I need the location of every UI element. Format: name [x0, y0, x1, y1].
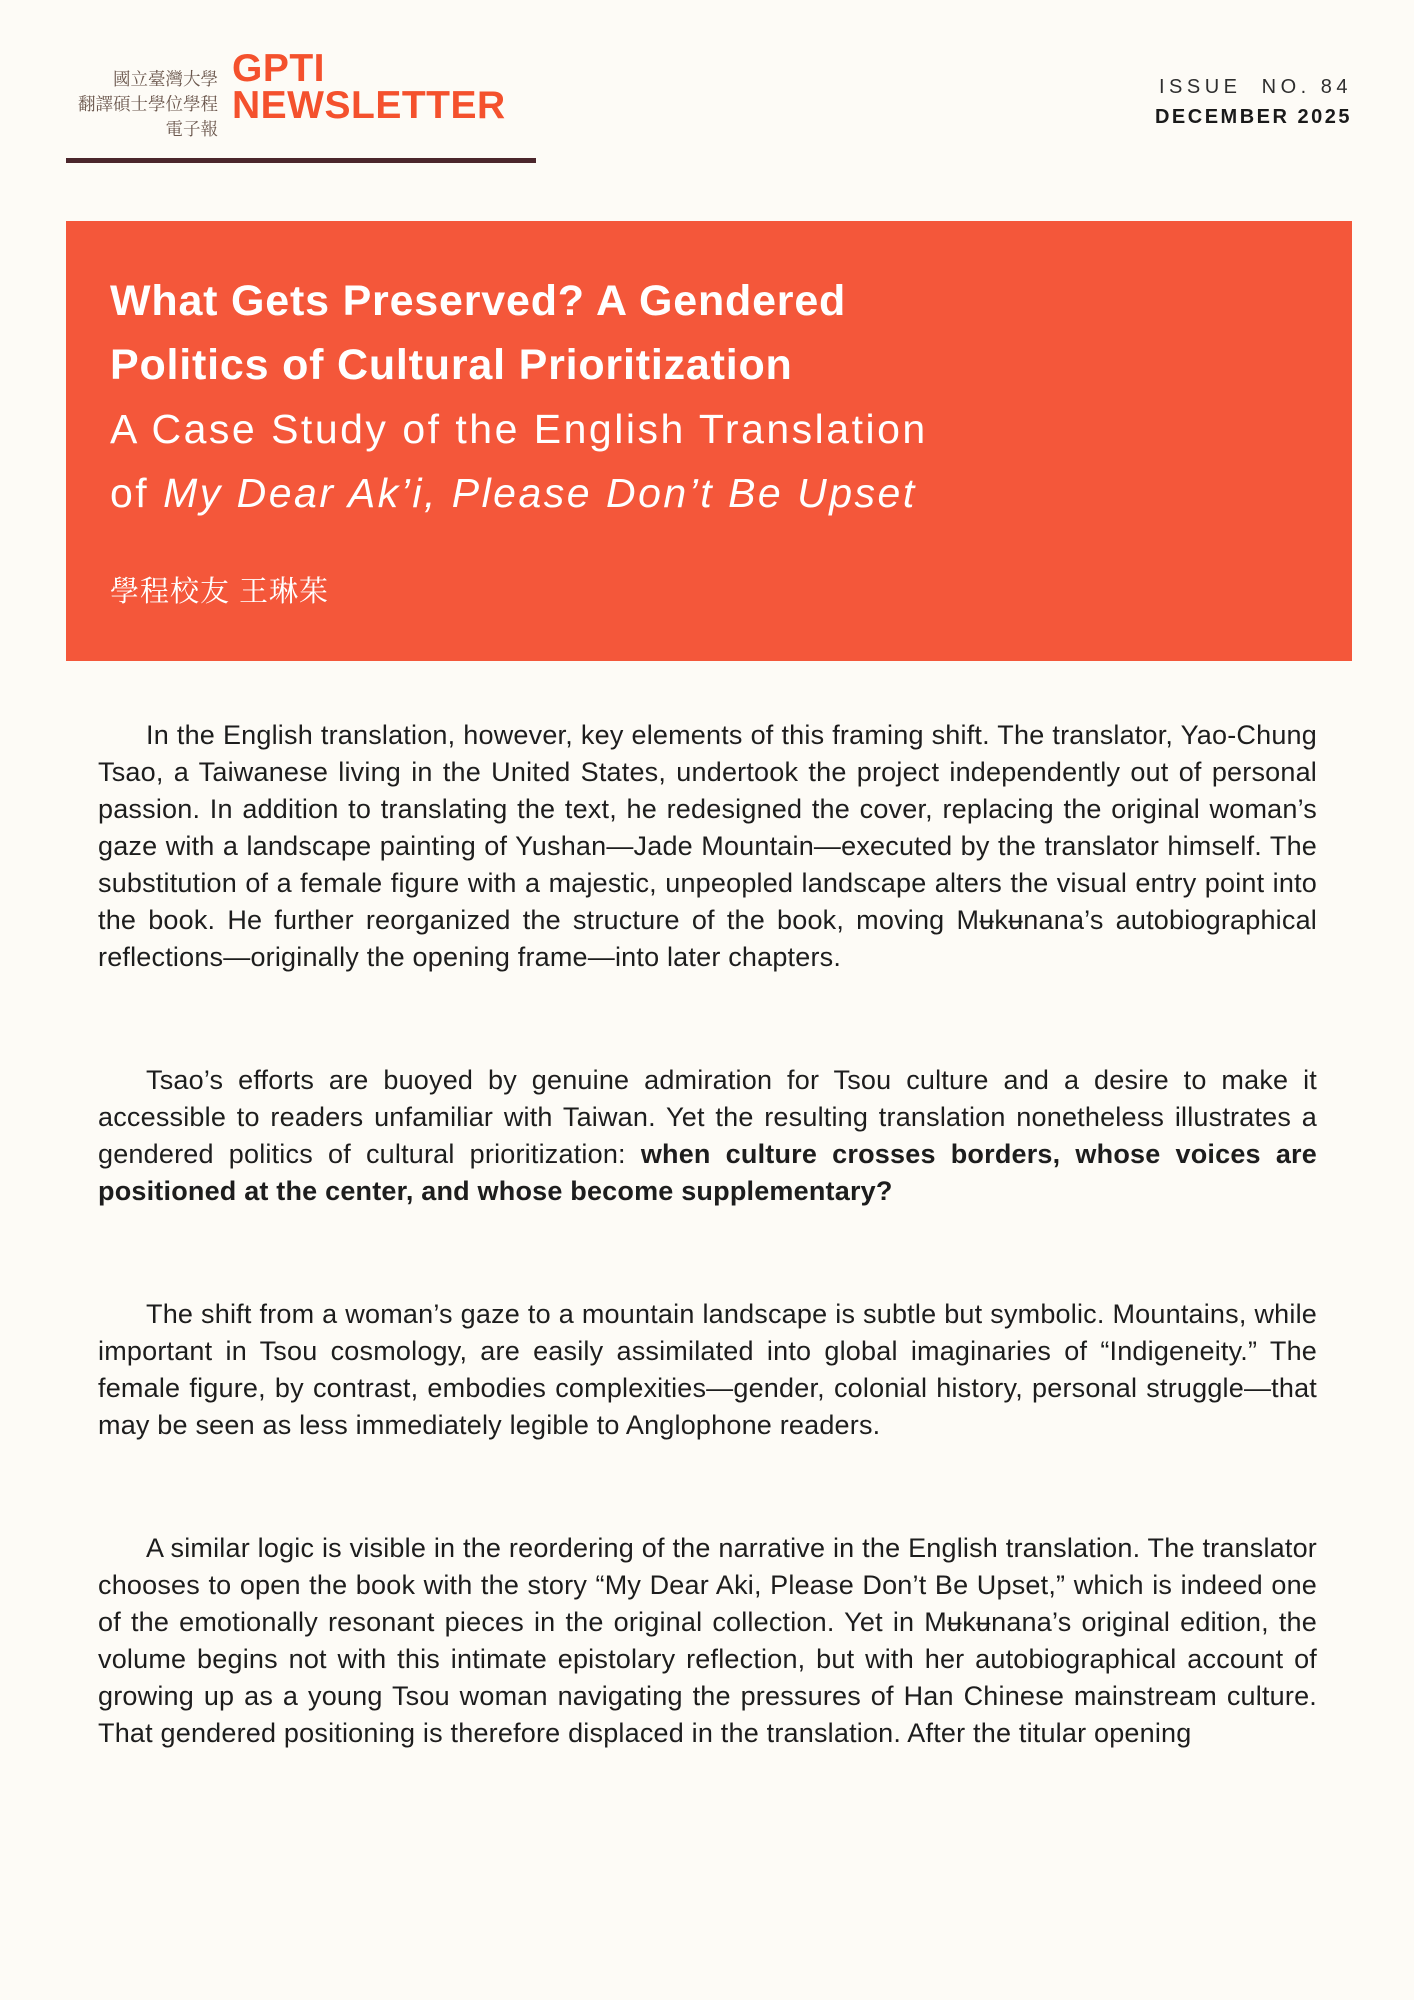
newsletter-wordmark	[232, 47, 506, 142]
organization-line-2: 翻譯碩士學位學程	[78, 94, 218, 114]
article-title-line-1: What Gets Preserved? A Gendered	[110, 277, 847, 325]
newsletter-header	[0, 0, 1414, 163]
paragraph-4	[98, 1530, 1317, 1752]
article-title	[110, 269, 1308, 397]
article-subtitle-line-1: A Case Study of the English Translation	[110, 406, 928, 452]
article-author: 學程校友 王琳茱	[110, 576, 330, 608]
article-body	[98, 717, 1317, 1752]
paragraph-2-emphasis: when culture crosses borders, whose voices are positioned at the center, and whose become supplementary?	[98, 1139, 1317, 1206]
paragraph-4-text: A similar logic is visible in the reordering of the narrative in the English translation. The translator chooses to open the book with the story “My Dear Aki, Please Don’t Be Upset,” which is indeed one of the emotionally resonant pieces in the original collection. Yet in Mʉkʉnana’s original edition, the volume begins not with this intimate epistolary reflection, but with her autobiographical account of growing up as a young Tsou woman navigating the pressures of Han Chinese mainstream culture. That gendered positioning is therefore displaced in the translation. After the titular opening	[98, 1533, 1317, 1748]
paragraph-1-text: In the English translation, however, key elements of this framing shift. The translator, Yao-Chung Tsao, a Taiwanese living in the United States, undertook the project independently out of personal passion. In addition to translating the text, he redesigned the cover, replacing the original woman’s gaze with a landscape painting of Yushan—Jade Mountain—executed by the translator himself. The substitution of a female figure with a majestic, unpeopled landscape alters the visual entry point into the book. He further reorganized the structure of the book, moving Mʉkʉnana’s autobiographical reflections—originally the opening frame—into later chapters.	[98, 720, 1317, 972]
paragraph-2-text: Tsao’s efforts are buoyed by genuine admiration for Tsou culture and a desire to make it accessible to readers unfamiliar with Taiwan. Yet the resulting translation nonetheless illustrates a gendered politics of cultural prioritization:	[98, 1065, 1317, 1169]
paragraph-3-text: The shift from a woman’s gaze to a mountain landscape is subtle but symbolic. Mountains, while important in Tsou cosmology, are easily assimilated into global imaginaries of “Indigeneity.” The female figure, by contrast, embodies complexities—gender, colonial history, personal struggle—that may be seen as less immediately legible to Anglophone readers.	[98, 1299, 1317, 1440]
wordmark-line-2: NEWSLETTER	[232, 84, 506, 127]
issue-info	[1155, 50, 1352, 129]
organization-line-3: 電子報	[165, 119, 218, 139]
paragraph-2	[98, 1062, 1317, 1210]
subtitle-prefix: of	[110, 470, 164, 516]
article-subtitle-line-2	[110, 461, 1308, 525]
book-title: My Dear Ak’i, Please Don’t Be Upset	[163, 470, 917, 516]
article-title-banner	[66, 221, 1352, 661]
paragraph-1	[98, 717, 1317, 976]
wordmark-line-1: GPTI	[232, 47, 326, 90]
paragraph-3	[98, 1296, 1317, 1444]
article-subtitle	[110, 397, 1308, 525]
newsletter-logo	[66, 47, 536, 163]
issue-date: DECEMBER 2025	[1154, 106, 1352, 128]
organization-line-1: 國立臺灣大學	[113, 69, 218, 89]
issue-number: ISSUE NO. 84	[1159, 76, 1352, 98]
article-title-line-2: Politics of Cultural Prioritization	[110, 341, 793, 389]
organization-name	[66, 50, 218, 142]
